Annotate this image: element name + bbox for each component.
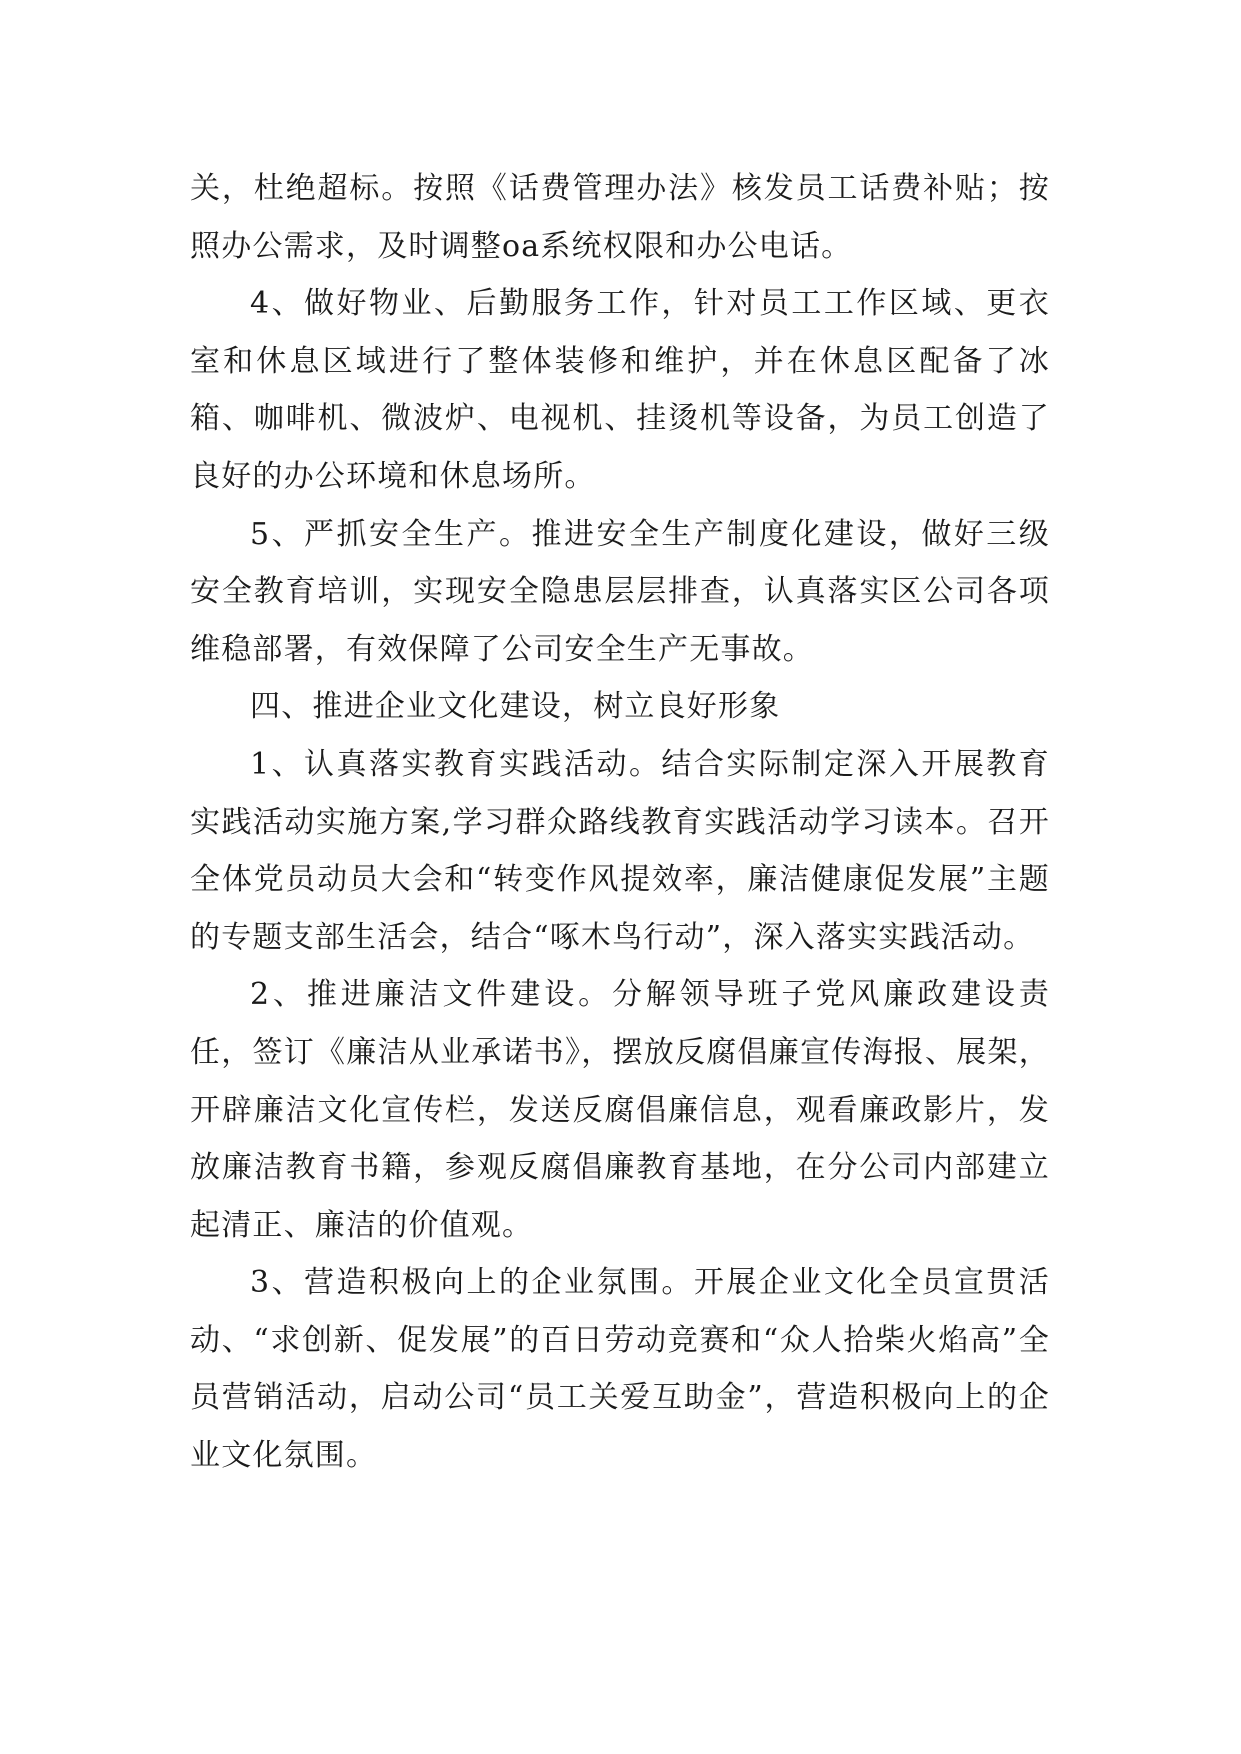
document-body <box>190 160 1050 1485</box>
paragraph-culture-item-2: 2、推进廉洁文件建设。分解领导班子党风廉政建设责任，签订《廉洁从业承诺书》，摆放反腐倡廉宣传海报、展架，开辟廉洁文化宣传栏，发送反腐倡廉信息，观看廉政影片，发放廉洁教育书籍，参观反腐倡廉教育基地，在分公司内部建立起清正、廉洁的价值观。 <box>190 977 1050 1243</box>
paragraph-culture-item-1: 1、认真落实教育实践活动。结合实际制定深入开展教育实践活动实施方案,学习群众路线教育实践活动学习读本。召开全体党员动员大会和“转变作风提效率，廉洁健康促发展”主题的专题支部生活会，结合“啄木鸟行动”，深入落实实践活动。 <box>190 746 1050 955</box>
paragraph-item-5: 5、严抓安全生产。推进安全生产制度化建设，做好三级安全教育培训，实现安全隐患层层排查，认真落实区公司各项维稳部署，有效保障了公司安全生产无事故。 <box>190 516 1050 667</box>
paragraph-item-4: 4、做好物业、后勤服务工作，针对员工工作区域、更衣室和休息区域进行了整体装修和维护，并在休息区配备了冰箱、咖啡机、微波炉、电视机、挂烫机等设备，为员工创造了良好的办公环境和休息场所。 <box>190 286 1050 494</box>
section-heading-4: 四、推进企业文化建设，树立良好形象 <box>250 689 781 725</box>
paragraph-continuation: 关，杜绝超标。按照《话费管理办法》核发员工话费补贴；按照办公需求，及时调整oa系统权限和办公电话。 <box>190 171 1050 264</box>
paragraph-culture-item-3: 3、营造积极向上的企业氛围。开展企业文化全员宣贯活动、“求创新、促发展”的百日劳动竞赛和“众人拾柴火焰高”全员营销活动，启动公司“员工关爱互助金”，营造积极向上的企业文化氛围。 <box>190 1265 1050 1474</box>
